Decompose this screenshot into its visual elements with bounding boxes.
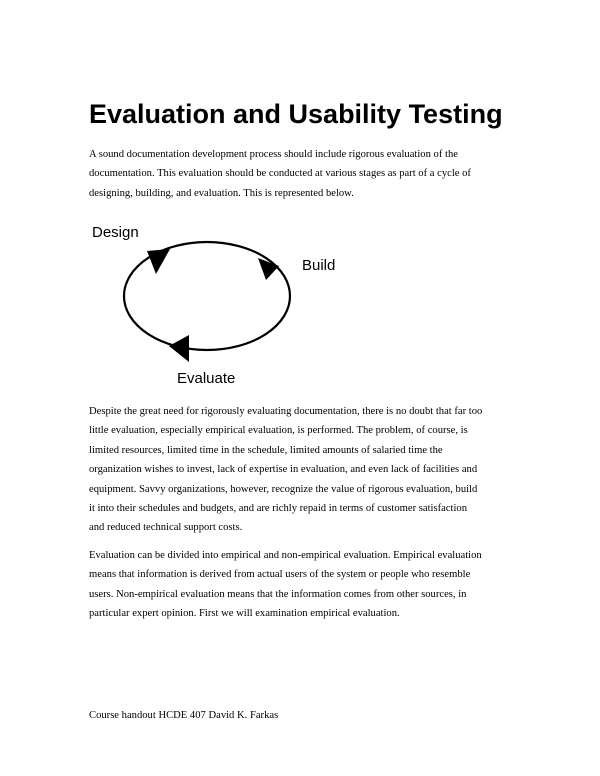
arrowhead-evaluate-to-design — [169, 335, 189, 362]
footer-course-handout: Course handout HCDE 407 David K. Farkas — [89, 710, 279, 721]
evaluate-label: Evaluate — [177, 370, 236, 387]
cycle-loop — [124, 242, 290, 350]
body-paragraph-resources: Despite the great need for rigorously evaluating documentation, there is no doubt that far too little evaluation, especially empirical evaluation, is performed. The problem, of course, is limited resources, limited time in the schedule, limited amounts of salaried time the organization wishes to invest, lack of expertise in evaluation, and even lack of facilities and equipment. Savvy organizations, however, recognize the value of rigorous evaluation, build it into their schedules and budgets, and are richly repaid in terms of customer satisfaction and reduced technical support costs. — [89, 406, 483, 534]
design-label: Design — [92, 224, 139, 241]
page-title: Evaluation and Usability Testing — [89, 99, 503, 129]
build-label: Build — [302, 257, 336, 274]
design-build-evaluate-cycle-diagram — [80, 210, 380, 395]
arrowhead-design-to-build — [147, 249, 170, 274]
arrowhead-build-to-evaluate — [258, 258, 279, 280]
body-paragraph-empirical: Evaluation can be divided into empirical and non-empirical evaluation. Empirical evaluation means that information is derived from actual users of the system or people who resemble users. Non-empirical evaluation means that the information comes from other sources, in particular expert opinion. First we will examination empirical evaluation. — [89, 550, 482, 620]
intro-paragraph: A sound documentation development process should include rigorous evaluation of the documentation. This evaluation should be conducted at various stages as part of a cycle of designing, building, and evaluation. This is represented below. — [89, 149, 471, 199]
